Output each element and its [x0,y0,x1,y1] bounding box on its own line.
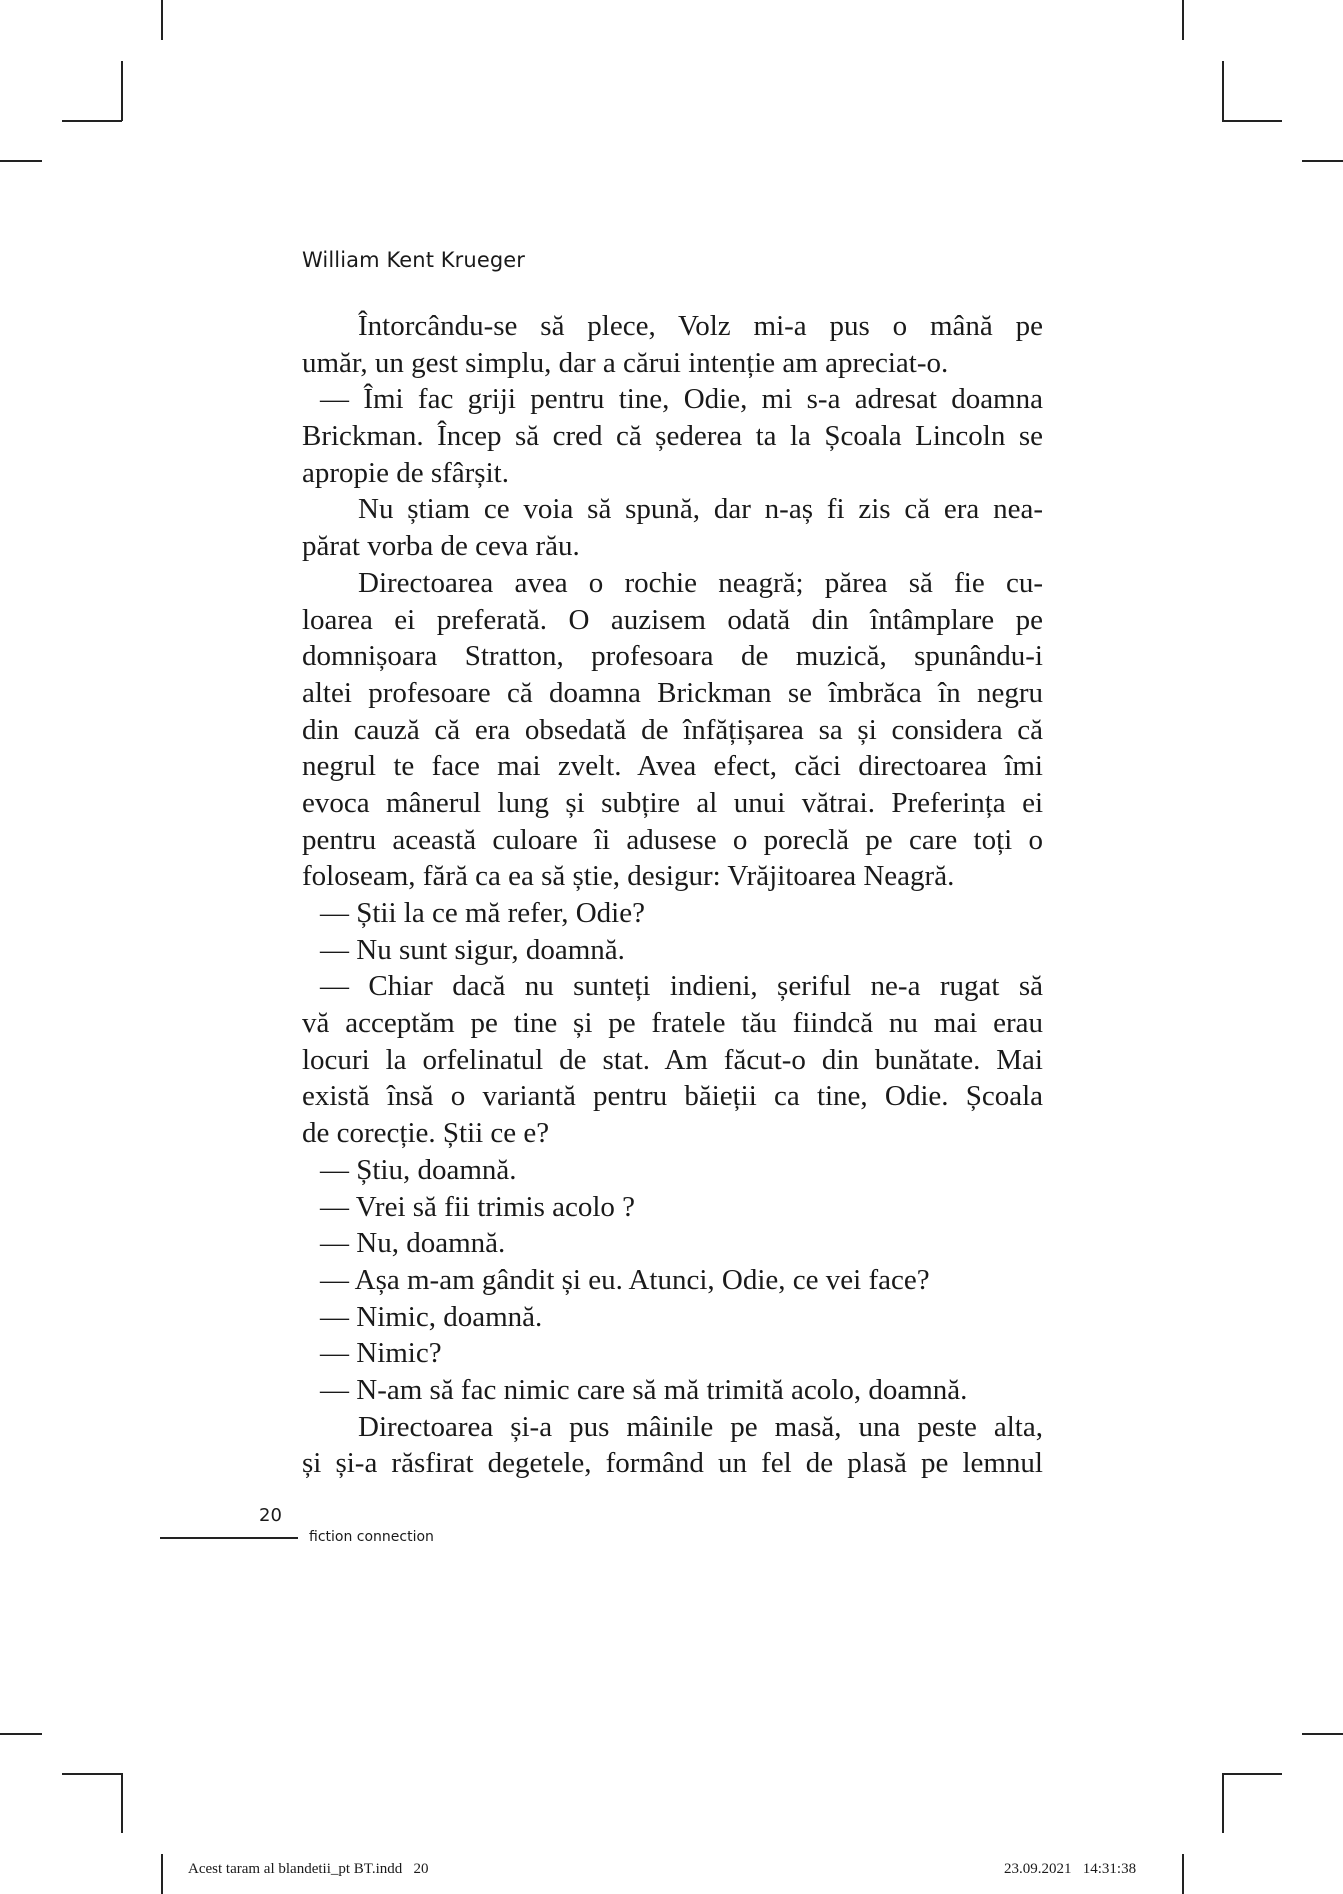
crop-mark [1222,1773,1224,1833]
crop-mark [1302,160,1343,162]
text-line: Nu știam ce voia să spună, dar n-aș fi zis că era nea- [358,493,1043,526]
text-line: — Nu, doamnă. [320,1227,506,1260]
running-head-author: William Kent Krueger [302,248,526,272]
slug-timestamp: 23.09.2021 14:31:38 [1004,1861,1137,1877]
text-line: din cauză că era obsedată de înfățișarea sa și considera că [302,713,1043,746]
text-line: locuri la orfelinatul de stat. Am făcut-o din bunătate. Mai [302,1043,1043,1076]
text-line: — Chiar dacă nu sunteți indieni, șeriful ne-a rugat să [320,970,1043,1003]
text-line: vă acceptăm pe tine și pe fratele tău fiindcă nu mai erau [302,1007,1043,1040]
crop-mark [62,1773,122,1775]
text-line: există însă o variantă pentru băieții ca tine, Odie. Școala [302,1080,1043,1113]
text-line: Brickman. Încep să cred că șederea ta la Școala Lincoln se [302,420,1043,453]
page-number: 20 [259,1505,282,1526]
text-line: Întorcându-se să plece, Volz mi-a pus o mână pe [358,310,1043,342]
crop-mark [1182,0,1184,40]
text-line: — Nimic? [320,1337,442,1370]
text-line: de corecție. Știi ce e? [302,1117,550,1150]
text-line: negrul te face mai zvelt. Avea efect, căci directoarea îmi [302,750,1043,783]
text-line: Directoarea și-a pus mâinile pe masă, una peste alta, [358,1410,1043,1443]
text-line: — Așa m-am gândit și eu. Atunci, Odie, ce vei face? [320,1263,930,1296]
crop-mark [62,120,122,122]
crop-mark [161,1854,163,1894]
text-line: — Vrei să fii trimis acolo ? [320,1190,636,1223]
crop-mark [1182,1854,1184,1894]
crop-mark [121,61,123,121]
crop-mark [1222,61,1224,121]
imprint-label: fiction connection [309,1529,434,1545]
crop-mark [1302,1733,1343,1735]
text-line: — Știu, doamnă. [320,1153,517,1186]
text-line: — Știi la ce mă refer, Odie? [320,897,645,929]
text-line: pentru această culoare îi adusese o poreclă pe care toți o [302,823,1043,856]
text-line: domnișoara Stratton, profesoara de muzică, spunându-i [302,640,1043,673]
text-line: părat vorba de ceva rău. [302,530,580,563]
crop-mark [161,0,163,40]
crop-mark [0,1733,42,1735]
text-line: — N-am să fac nimic care să mă trimită acolo, doamnă. [320,1373,968,1406]
crop-mark [121,1773,123,1833]
crop-mark [1222,1773,1282,1775]
body-text [302,308,1043,1482]
text-line: foloseam, fără ca ea să știe, desigur: Vrăjitoarea Neagră. [302,860,955,893]
text-line: apropie de sfârșit. [302,456,509,489]
footer-rule [160,1537,298,1539]
text-line: Directoarea avea o rochie neagră; părea să fie cu- [358,566,1043,599]
text-line: loarea ei preferată. O auzisem odată din întâmplare pe [302,603,1043,636]
text-line: evoca mânerul lung și subțire al unui vătrai. Preferința ei [302,786,1043,819]
crop-mark [0,160,42,162]
text-line: — Nu sunt sigur, doamnă. [320,933,625,966]
text-line: altei profesoare că doamna Brickman se îmbrăca în negru [302,676,1043,709]
slug-file-name: Acest taram al blandetii_pt BT.indd 20 [188,1861,429,1877]
crop-mark [1222,120,1282,122]
text-line: și și-a răsfirat degetele, formând un fel de plasă pe lemnul [302,1447,1043,1480]
text-line: — Îmi fac griji pentru tine, Odie, mi s-a adresat doamna [320,383,1043,416]
text-line: umăr, un gest simplu, dar a cărui intenție am apreciat-o. [302,346,949,379]
text-line: — Nimic, doamnă. [320,1300,543,1333]
